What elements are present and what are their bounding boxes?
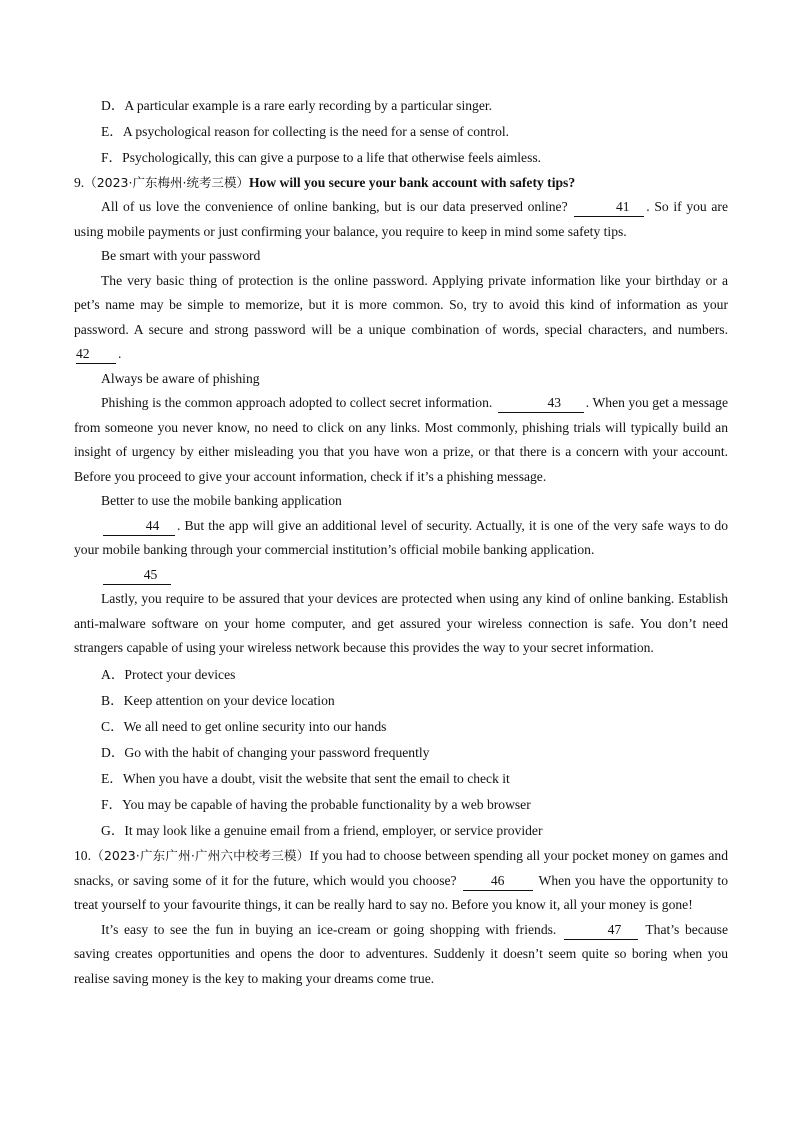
q9-option-b: B．Keep attention on your device location: [101, 693, 335, 708]
q9-title: How will you secure your bank account with safety tips?: [248, 174, 576, 190]
q9-paragraph-5: Lastly, you require to be assured that your devices are protected when using any kind of online banking. Establish anti-malware software on your home computer, and get assured your wireless connection is safe. You don’t need strangers capable of using your wireless network because this provides the way to your secret information.: [74, 591, 728, 655]
q9-option-d: D．Go with the habit of changing your password frequently: [101, 745, 430, 760]
q9-option-e: E．When you have a doubt, visit the website that sent the email to check it: [101, 771, 510, 786]
q9-option-f: F．You may be capable of having the probable functionality by a web browser: [101, 797, 531, 812]
prev-option-e: E．A psychological reason for collecting is the need for a sense of control.: [101, 124, 510, 139]
q9-paragraph-3: Phishing is the common approach adopted to collect secret information. 43 . When you get a message from someone you never know, no need to click on any links. Most commonly, phishing trials will typically build an insight of urgency by either misleading you that you have won a prize, or that there is a concern with your account. Before you proceed to give your account information, check if it’s a phishing message.: [74, 395, 729, 484]
q10-paragraph-2: It’s easy to see the fun in buying an ice-cream or going shopping with friends. 47 That’s because saving creates opportunities and opens the door to adventures. Suddenly it doesn’t seem quite so boring when you realise saving money is the key to making your dreams come true.: [74, 921, 728, 986]
q9-heading: [74, 171, 728, 196]
blank-43[interactable]: 43: [498, 394, 584, 413]
q9-paragraph-5-blank: [74, 563, 728, 588]
q9-heading-mobile-app: Better to use the mobile banking application: [101, 493, 342, 508]
prev-option-d: D．A particular example is a rare early recording by a particular singer.: [101, 98, 493, 113]
q9-heading-phishing: Always be aware of phishing: [101, 370, 260, 386]
blank-47[interactable]: 47: [564, 921, 638, 940]
blank-41[interactable]: 41: [574, 198, 644, 217]
q10-paragraph-1: 10.（2023·广东广州·广州六中校考三模）If you had to choose between spending all your pocket money on games and snacks, or saving some of it for the future, which would you choose? 46 When you have the opportunity to treat yourself to your favourite things, it can be really hard to say no. Before you know it, all your money is gone!: [74, 848, 728, 912]
q9-option-c: C．We all need to get online security into our hands: [101, 719, 387, 734]
q9-source: （2023·广东梅州·统考三模）: [84, 174, 249, 190]
blank-46[interactable]: 46: [463, 872, 533, 891]
q9-option-a: A．Protect your devices: [101, 667, 236, 682]
q10-source: （2023·广东广州·广州六中校考三模）: [91, 848, 310, 863]
document-page: [74, 94, 728, 991]
prev-option-f: F．Psychologically, this can give a purpose to a life that otherwise feels aimless.: [101, 150, 542, 165]
blank-42[interactable]: 42: [76, 345, 116, 364]
blank-45[interactable]: 45: [103, 566, 171, 585]
q9-option-g: G．It may look like a genuine email from a friend, employer, or service provider: [101, 823, 543, 838]
q9-paragraph-4: 44 . But the app will give an additional level of security. Actually, it is one of the very safe ways to do your mobile banking through your commercial institution’s official mobile banking application.: [74, 517, 728, 557]
q10-number: 10.: [74, 848, 91, 863]
q9-paragraph-1: All of us love the convenience of online banking, but is our data preserved online? 41 . So if you are using mobile payments or just confirming your balance, you require to keep in mind some safety tips.: [74, 199, 728, 239]
q9-options: [74, 662, 728, 844]
q9-heading-password: Be smart with your password: [101, 248, 261, 263]
q9-paragraph-2: The very basic thing of protection is the online password. Applying private information like your birthday or a pet’s name may be simple to memorize, but it is more common. So, try to avoid this kind of information as your password. A secure and strong password will be a unique combination of words, special characters, and numbers. 42 .: [74, 269, 728, 367]
blank-44[interactable]: 44: [103, 517, 175, 536]
q9-number: 9.: [74, 174, 85, 190]
